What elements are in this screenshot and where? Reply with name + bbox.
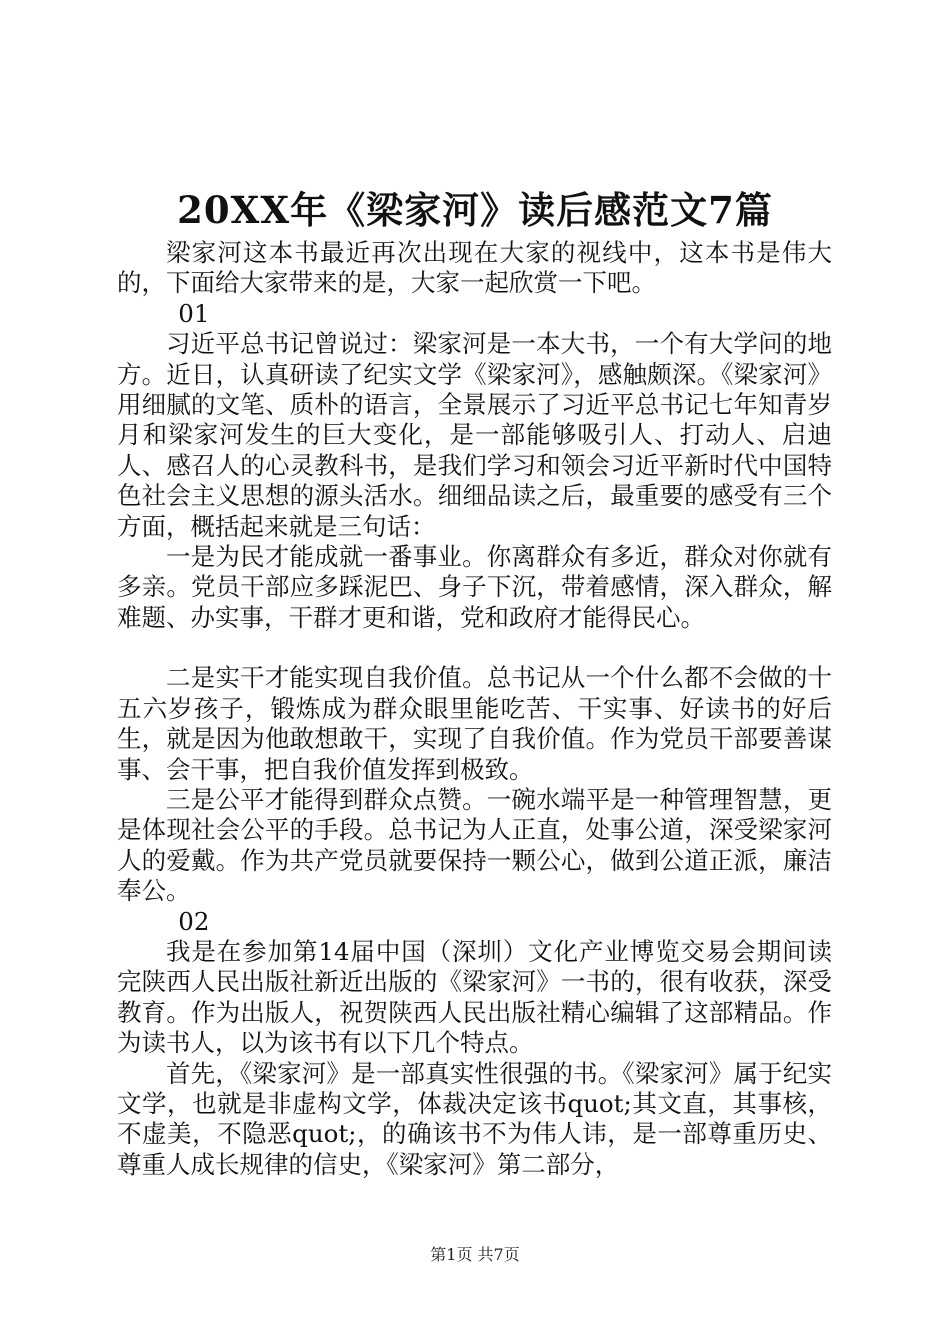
- section-marker-02: 02: [178, 906, 210, 936]
- page-footer: 第1页 共7页: [430, 1245, 520, 1264]
- section1-paragraph-4: 三是公平才能得到群众点赞。一碗水端平是一种管理智慧，更是体现社会公平的手段。总书记为人正直，处事公道，深受梁家河人的爱戴。作为共产党员就要保持一颗公心，做到公道正派，廉洁奉公。: [117, 784, 832, 906]
- document-title: 20XX年《梁家河》读后感范文7篇: [177, 188, 773, 232]
- section1-paragraph-3: 二是实干才能实现自我价值。总书记从一个什么都不会做的十五六岁孩子，锻炼成为群众眼里能吃苦、干实事、好读书的好后生，就是因为他敢想敢干，实现了自我价值。作为党员干部要善谋事、会干事，把自我价值发挥到极致。: [117, 663, 832, 784]
- section1-paragraph-1: 习近平总书记曾说过：梁家河是一本大书，一个有大学问的地方。近日，认真研读了纪实文学《梁家河》，感触颇深。《梁家河》用细腻的文笔、质朴的语言，全景展示了习近平总书记七年知青岁月和梁家河发生的巨大变化，是一部能够吸引人、打动人、启迪人、感召人的心灵教科书，是我们学习和领会习近平新时代中国特色社会主义思想的源头活水。细细品读之后，最重要的感受有三个方面，概括起来就是三句话：: [117, 329, 832, 541]
- section2-paragraph-1: 我是在参加第14届中国（深圳）文化产业博览交易会期间读完陕西人民出版社新近出版的《梁家河》一书的，很有收获，深受教育。作为出版人，祝贺陕西人民出版社精心编辑了这部精品。作为读书人，以为该书有以下几个特点。: [117, 936, 832, 1058]
- section2-paragraph-2: 首先，《梁家河》是一部真实性很强的书。《梁家河》属于纪实文学，也就是非虚构文学，体裁决定该书quot;其文直，其事核，不虚美，不隐恶quot;，的确该书不为伟人讳，是一部尊重历史、尊重人成长规律的信史，《梁家河》第二部分，: [117, 1058, 832, 1179]
- document-body: [117, 238, 832, 1180]
- section-marker-01: 01: [178, 298, 210, 328]
- paragraph-gap: [117, 633, 832, 663]
- section1-paragraph-2: 一是为民才能成就一番事业。你离群众有多近，群众对你就有多亲。党员干部应多踩泥巴、身子下沉，带着感情，深入群众，解难题、办实事，干群才更和谐，党和政府才能得民心。: [117, 542, 832, 632]
- intro-paragraph: 梁家河这本书最近再次出现在大家的视线中，这本书是伟大的，下面给大家带来的是，大家一起欣赏一下吧。: [117, 238, 832, 298]
